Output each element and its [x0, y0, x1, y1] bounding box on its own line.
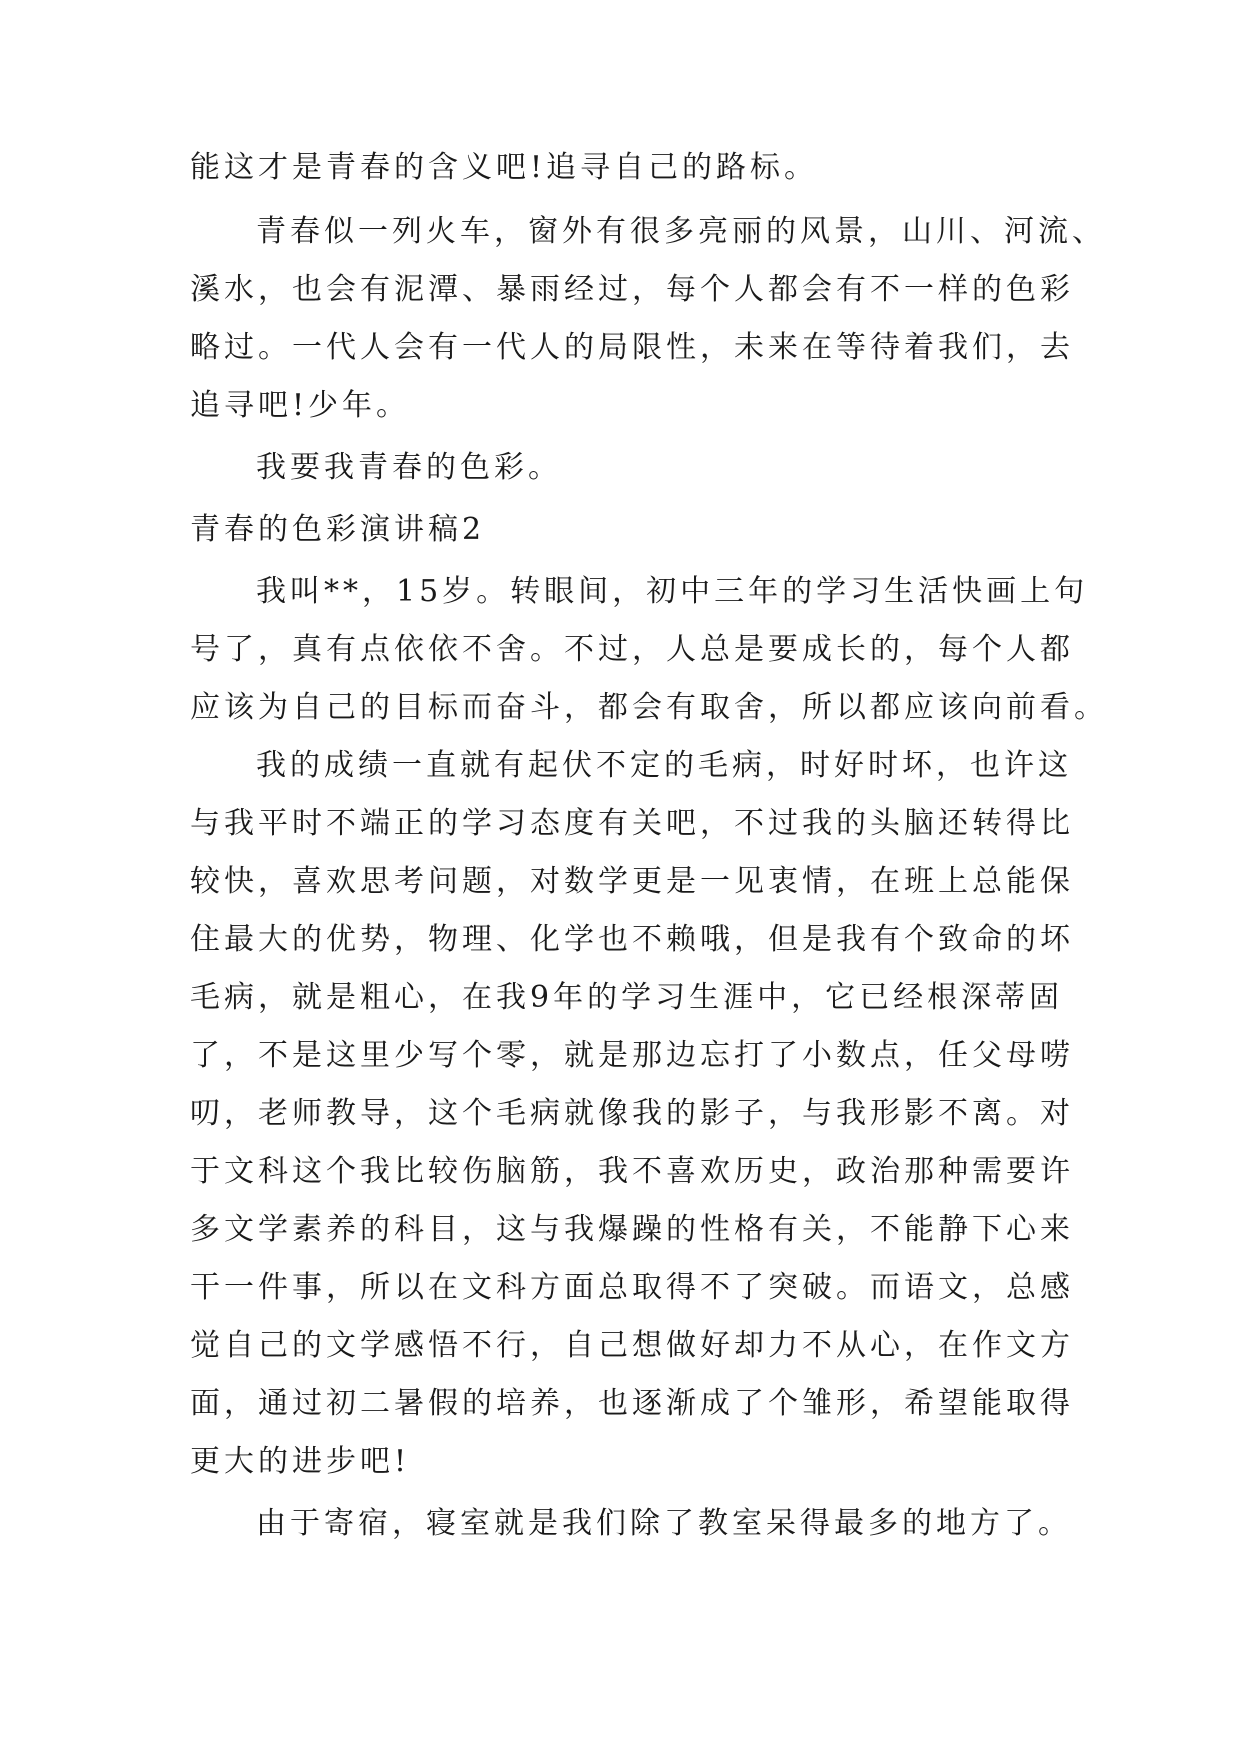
text-line: 能这才是青春的含义吧!追寻自己的路标。 — [190, 150, 819, 185]
text-line: 我要我青春的色彩。 — [256, 450, 562, 485]
text-line: 与我平时不端正的学习态度有关吧，不过我的头脑还转得比 — [190, 806, 1074, 841]
text-line: 叨，老师教导，这个毛病就像我的影子，与我形影不离。对 — [190, 1096, 1074, 1131]
text-line: 住最大的优势，物理、化学也不赖哦，但是我有个致命的坏 — [190, 922, 1074, 957]
text-line: 了，不是这里少写个零，就是那边忘打了小数点，任父母唠 — [190, 1038, 1074, 1073]
section-heading: 青春的色彩演讲稿2 — [190, 512, 486, 547]
text-line: 号了，真有点依依不舍。不过，人总是要成长的，每个人都 — [190, 632, 1074, 667]
text-line: 溪水，也会有泥潭、暴雨经过，每个人都会有不一样的色彩 — [190, 272, 1074, 307]
text-line: 追寻吧!少年。 — [190, 388, 411, 423]
text-line: 觉自己的文学感悟不行，自己想做好却力不从心，在作文方 — [190, 1328, 1074, 1363]
text-line: 应该为自己的目标而奋斗，都会有取舍，所以都应该向前看。 — [190, 690, 1108, 725]
text-line: 由于寄宿，寝室就是我们除了教室呆得最多的地方了。 — [256, 1506, 1072, 1541]
text-line: 较快，喜欢思考问题，对数学更是一见衷情，在班上总能保 — [190, 864, 1074, 899]
text-line: 我叫**，15岁。转眼间，初中三年的学习生活快画上句 — [256, 574, 1089, 609]
text-line: 干一件事，所以在文科方面总取得不了突破。而语文，总感 — [190, 1270, 1074, 1305]
text-line: 毛病，就是粗心，在我9年的学习生涯中，它已经根深蒂固 — [190, 980, 1064, 1015]
text-line: 我的成绩一直就有起伏不定的毛病，时好时坏，也许这 — [256, 748, 1072, 783]
text-line: 面，通过初二暑假的培养，也逐渐成了个雏形，希望能取得 — [190, 1386, 1074, 1421]
text-line: 青春似一列火车，窗外有很多亮丽的风景，山川、河流、 — [256, 214, 1106, 249]
text-line: 于文科这个我比较伤脑筋，我不喜欢历史，政治那种需要许 — [190, 1154, 1074, 1189]
text-line: 略过。一代人会有一代人的局限性，未来在等待着我们，去 — [190, 330, 1074, 365]
text-line: 多文学素养的科目，这与我爆躁的性格有关，不能静下心来 — [190, 1212, 1074, 1247]
text-line: 更大的进步吧! — [190, 1444, 411, 1479]
